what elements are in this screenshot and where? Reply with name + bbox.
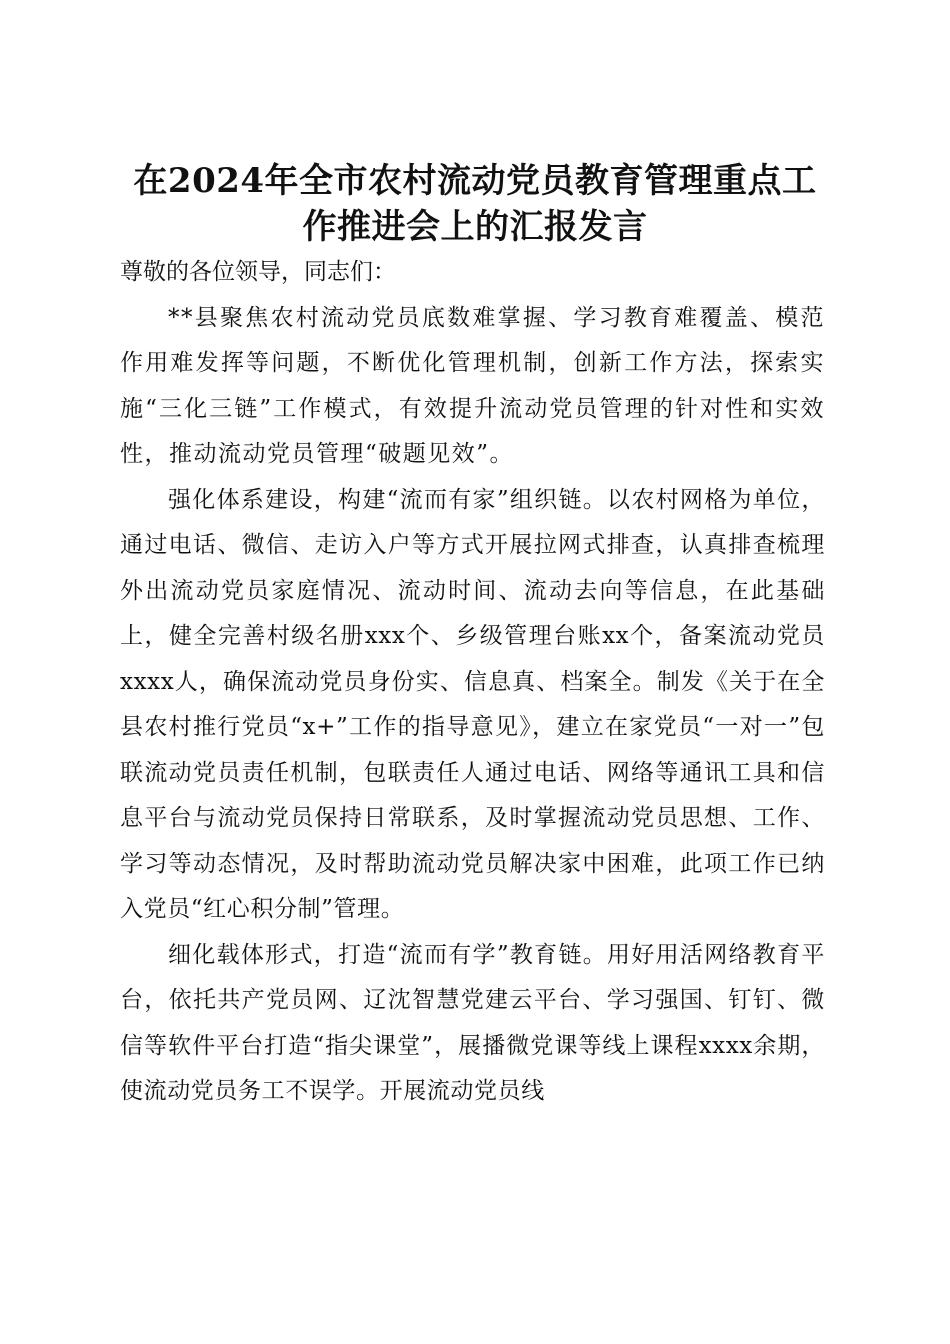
- document-body: [120, 250, 825, 1115]
- title-line-2: 作推进会上的汇报发言: [302, 206, 648, 247]
- paragraph-education-chain: 细化载体形式，打造“流而有学”教育链。用好用活网络教育平台，依托共产党员网、辽沈智慧党建云平台、学习强国、钉钉、微信等软件平台打造“指尖课堂”，展播微党课等线上课程xxxx余期，使流动党员务工不误学。开展流动党员线: [120, 941, 825, 1104]
- document-title: [100, 158, 850, 250]
- paragraph-intro: **县聚焦农村流动党员底数难掌握、学习教育难覆盖、模范作用难发挥等问题，不断优化管理机制，创新工作方法，探索实施“三化三链”工作模式，有效提升流动党员管理的针对性和实效性，推动流动党员管理“破题见效”。: [120, 304, 825, 467]
- salutation: 尊敬的各位领导，同志们：: [120, 259, 396, 285]
- paragraph-organization-chain: 强化体系建设，构建“流而有家”组织链。以农村网格为单位，通过电话、微信、走访入户等方式开展拉网式排查，认真排查梳理外出流动党员家庭情况、流动时间、流动去向等信息，在此基础上，健全完善村级名册xxx个、乡级管理台账xx个，备案流动党员xxxx人，确保流动党员身份实、信息真、档案全。制发《关于在全县农村推行党员“x+”工作的指导意见》，建立在家党员“一对一”包联流动党员责任机制，包联责任人通过电话、网络等通讯工具和信息平台与流动党员保持日常联系，及时掌握流动党员思想、工作、学习等动态情况，及时帮助流动党员解决家中困难，此项工作已纳入党员“红心积分制”管理。: [120, 486, 825, 922]
- title-line-1: 在2024年全市农村流动党员教育管理重点工: [133, 160, 817, 201]
